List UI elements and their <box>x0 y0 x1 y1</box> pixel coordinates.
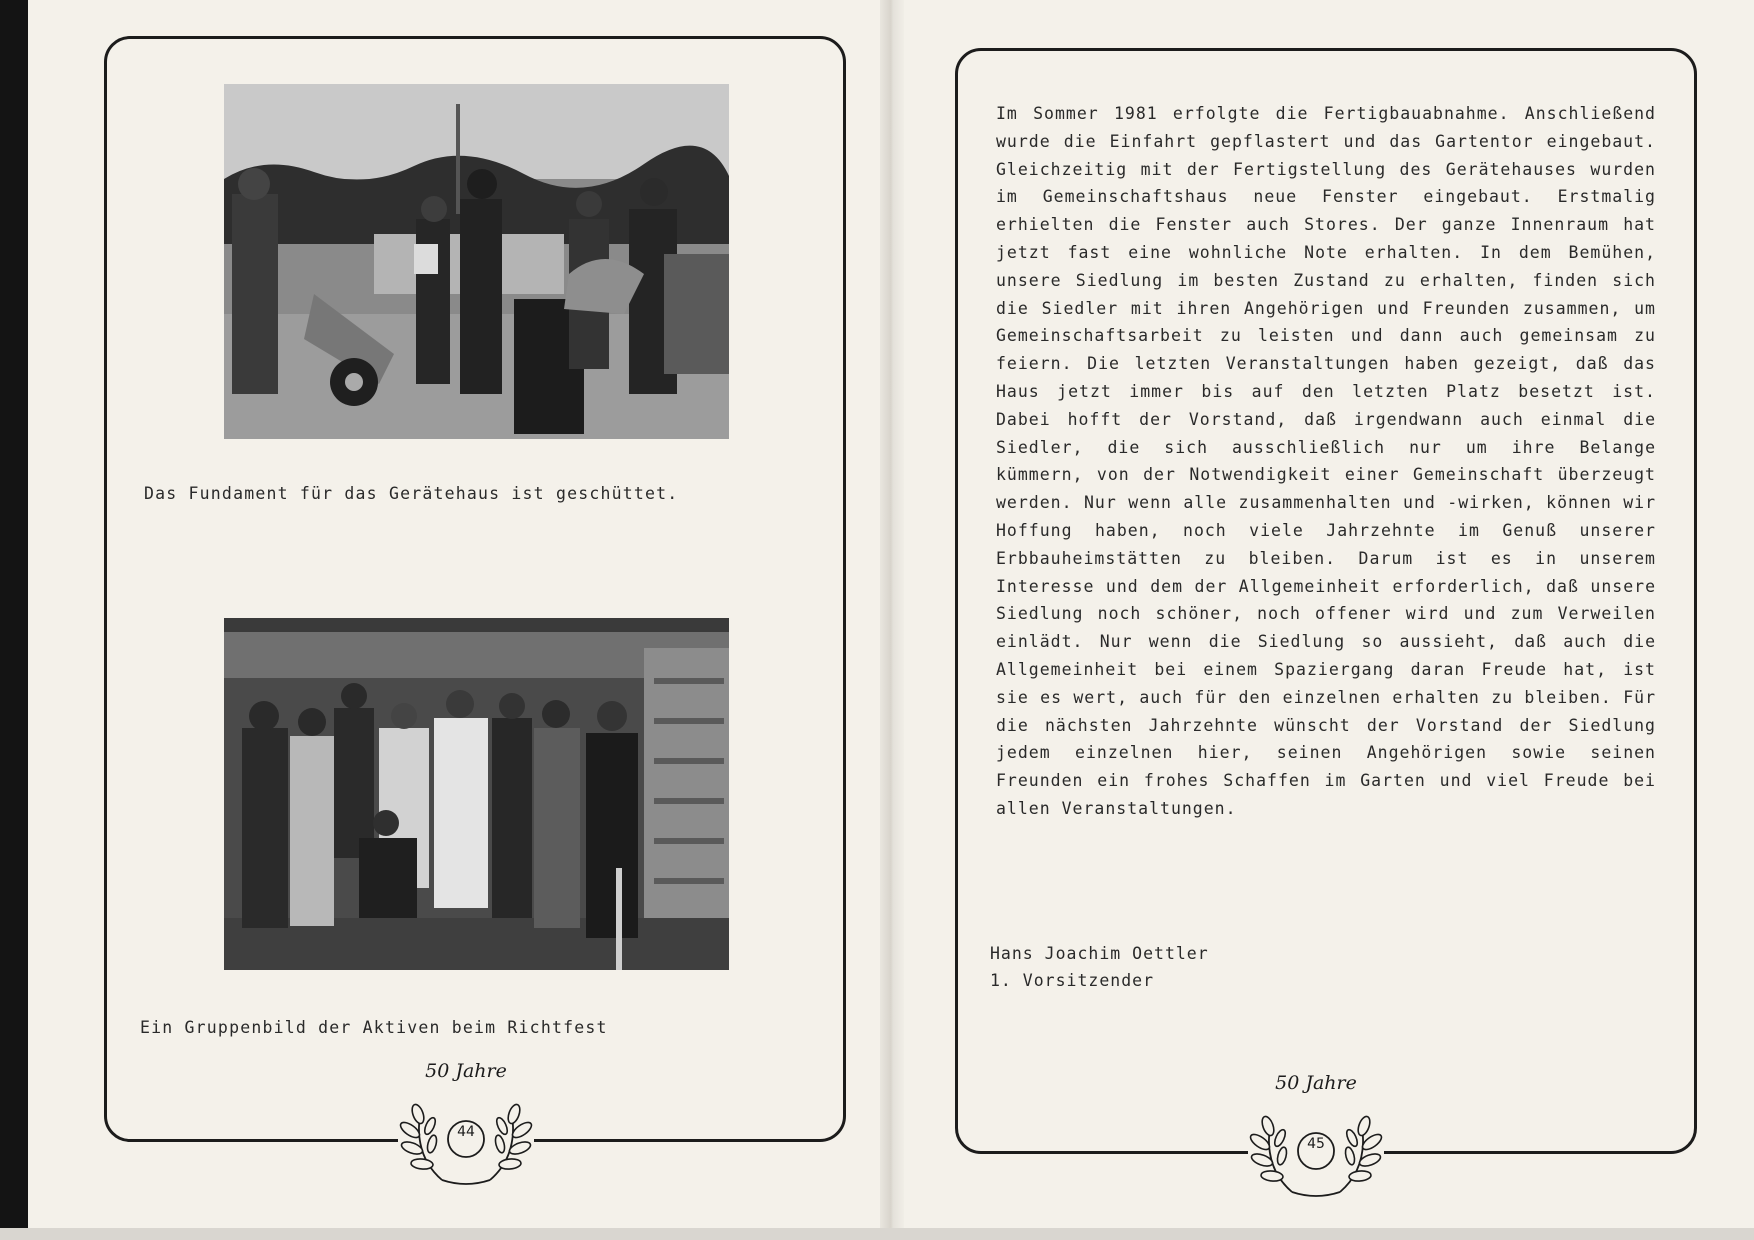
emblem-title: 50 Jahre <box>425 1060 507 1082</box>
photo-group-caption: Ein Gruppenbild der Aktiven beim Richtfest <box>140 1018 608 1037</box>
body-paragraph: Im Sommer 1981 erfolgte die Fertigbauabnahme. Anschließend wurde die Einfahrt gepflastert und das Gartentor eingebaut. Gleichzeitig mit der Fertigstellung des Gerätehauses wurden im Gemeinschaftshaus neue Fenster eingebaut. Erstmalig erhielten die Fenster auch Stores. Der ganze Innenraum hat jetzt fast eine wohnliche Note erhalten. In dem Bemühen, unsere Siedlung im besten Zustand zu erhalten, finden sich die Siedler mit ihren Angehörigen und Freunden zusammen, um Gemeinschaftsarbeit zu leisten und dann auch gemeinsam zu feiern. Die letzten Veranstaltungen haben gezeigt, daß das Haus jetzt immer bis auf den letzten Platz besetzt ist. Dabei hofft der Vorstand, daß irgendwann auch einmal die Siedler, die sich ausschließlich nur um ihre Belange kümmern, von der Notwendigkeit einer Gemeinschaft überzeugt werden. Nur wenn alle zusammenhalten und -wirken, können wir Hoffung haben, noch viele Jahrzehnte im Genuß unserer Erbbauheimstätten zu bleiben. Darum ist es in unserem Interesse und dem der Allgemeinheit erforderlich, daß unsere Siedlung noch schöner, noch offener wird und zum Verweilen einlädt. Nur wenn die Siedlung so aussieht, daß auch die Allgemeinheit bei einem Spaziergang daran Freude hat, ist sie es wert, auch für den einzelnen erhalten zu bleiben. Für die nächsten Jahrzehnte wünscht der Vorstand der Siedlung jedem einzelnen hier, seinen Angehörigen sowie seinen Freunden ein frohes Schaffen im Garten und viel Freude bei allen Veranstaltungen. <box>996 104 1656 818</box>
anniversary-emblem-right <box>1248 1072 1384 1202</box>
photo-foundation-caption: Das Fundament für das Gerätehaus ist geschüttet. <box>144 484 679 503</box>
photo-foundation <box>224 84 729 439</box>
signature-name: Hans Joachim Oettler <box>990 944 1209 963</box>
anniversary-emblem-left <box>398 1060 534 1190</box>
page-number: 44 <box>457 1124 475 1140</box>
photo-group <box>224 618 729 970</box>
book-gutter <box>880 0 904 1230</box>
emblem-title: 50 Jahre <box>1275 1072 1357 1094</box>
scan-edge <box>0 0 28 1240</box>
scan-edge-bottom <box>0 1228 1754 1240</box>
page-number: 45 <box>1307 1136 1325 1152</box>
signature-block <box>990 940 1209 994</box>
signature-role: 1. Vorsitzender <box>990 971 1155 990</box>
